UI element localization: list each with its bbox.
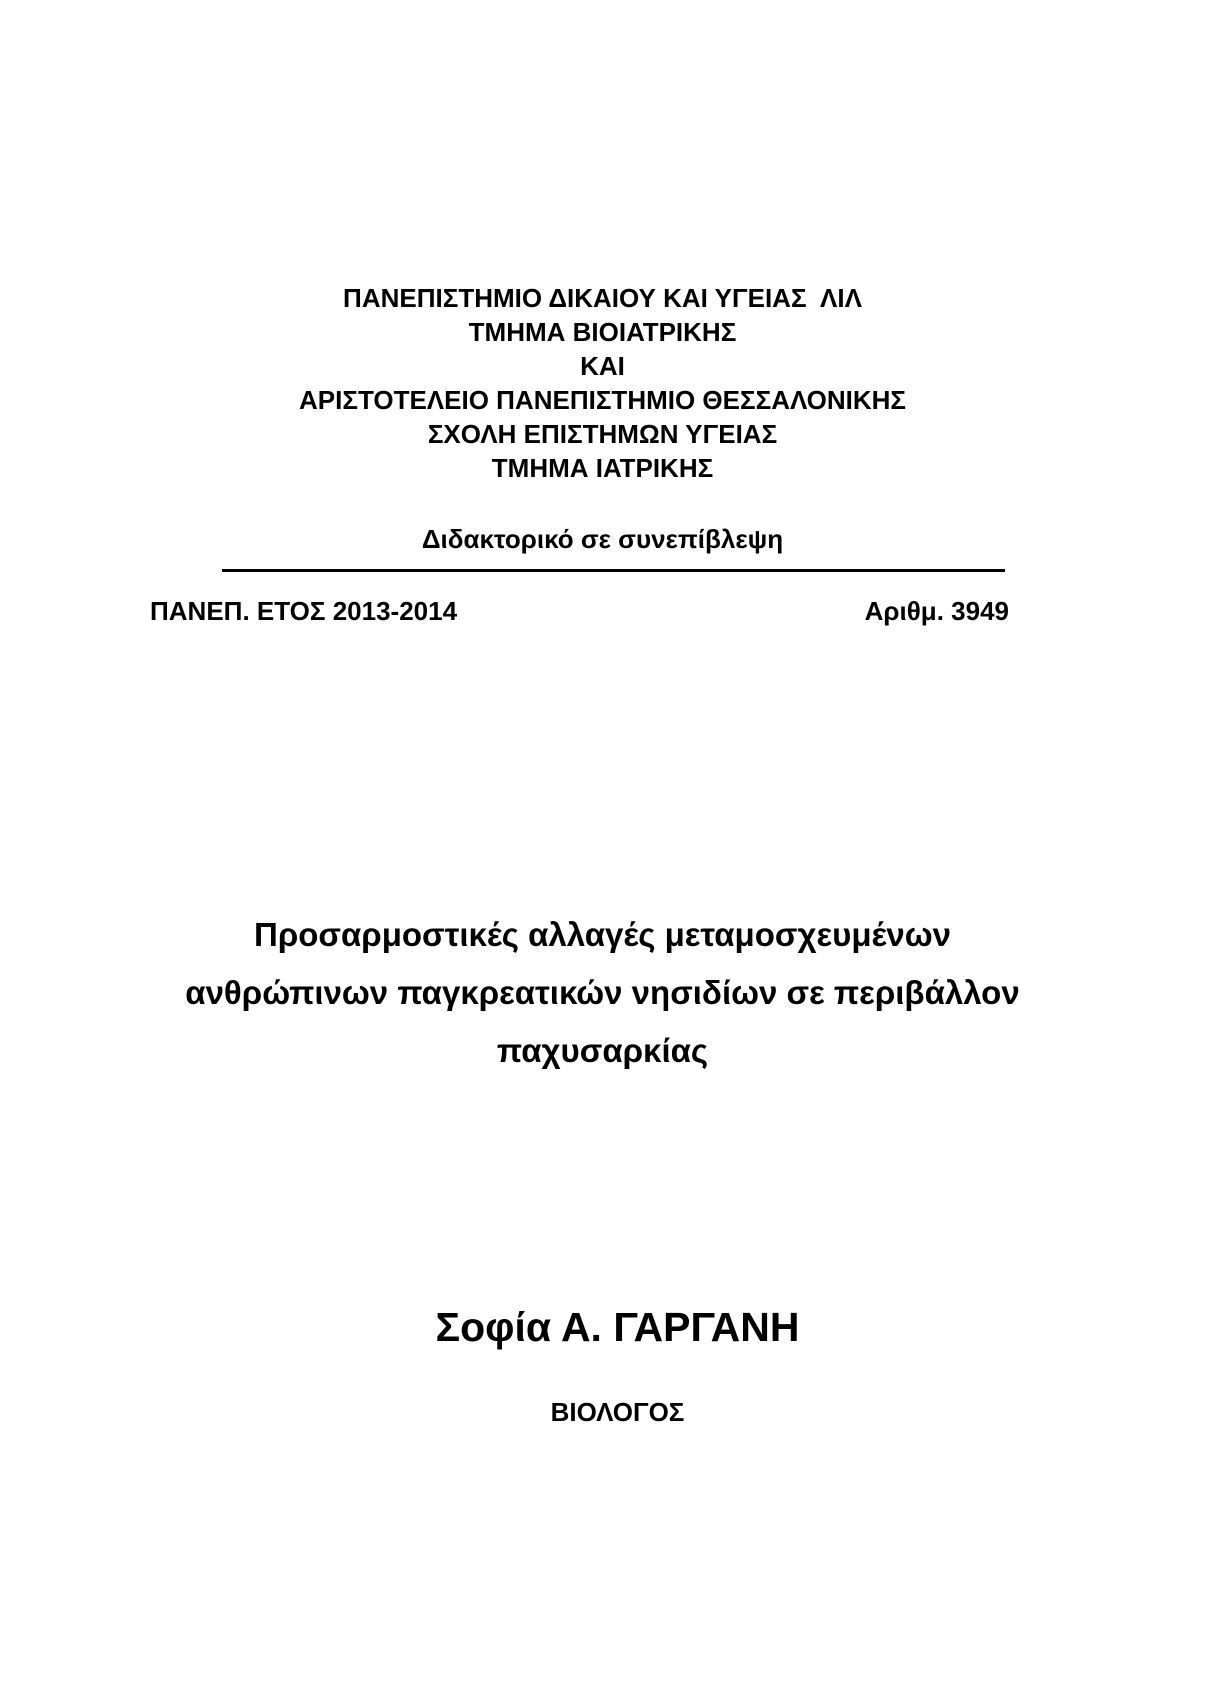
title-line-2: ανθρώπινων παγκρεατικών νησιδίων σε περιβάλλον bbox=[185, 974, 1020, 1011]
header-line-university-lil: ΠΑΝΕΠΙΣΤΗΜΙΟ ΔΙΚΑΙΟΥ ΚΑΙ ΥΓΕΙΑΣ ΛΙΛ bbox=[343, 283, 862, 313]
thesis-number: Αριθμ. 3949 bbox=[864, 596, 1009, 626]
title-line-1: Προσαρμοστικές αλλαγές μεταμοσχευμένων bbox=[254, 916, 951, 953]
header-line-health-sciences-school: ΣΧΟΛΗ ΕΠΙΣΤΗΜΩΝ ΥΓΕΙΑΣ bbox=[427, 419, 778, 449]
title-line-3: παχυσαρκίας bbox=[496, 1032, 709, 1069]
header-line-biomedicine-department: ΤΜΗΜΑ ΒΙΟΙΑΤΡΙΚΗΣ bbox=[468, 317, 737, 347]
author-profession: ΒΙΟΛΟΓΟΣ bbox=[550, 1397, 685, 1427]
thesis-type-subtitle: Διδακτορικό σε συνεπίβλεψη bbox=[421, 524, 784, 554]
institution-header bbox=[0, 281, 1205, 485]
academic-year: ΠΑΝΕΠ. ΕΤΟΣ 2013-2014 bbox=[150, 596, 458, 626]
header-line-and: ΚΑΙ bbox=[580, 351, 625, 381]
header-line-medicine-department: ΤΜΗΜΑ ΙΑΤΡΙΚΗΣ bbox=[491, 453, 714, 483]
thesis-title bbox=[0, 906, 1205, 1080]
horizontal-divider bbox=[222, 569, 1005, 572]
header-line-aristotle-university: ΑΡΙΣΤΟΤΕΛΕΙΟ ΠΑΝΕΠΙΣΤΗΜΙΟ ΘΕΣΣΑΛΟΝΙΚΗΣ bbox=[299, 385, 906, 415]
author-name: Σοφία Α. ΓΑΡΓΑΝΗ bbox=[435, 1304, 800, 1350]
